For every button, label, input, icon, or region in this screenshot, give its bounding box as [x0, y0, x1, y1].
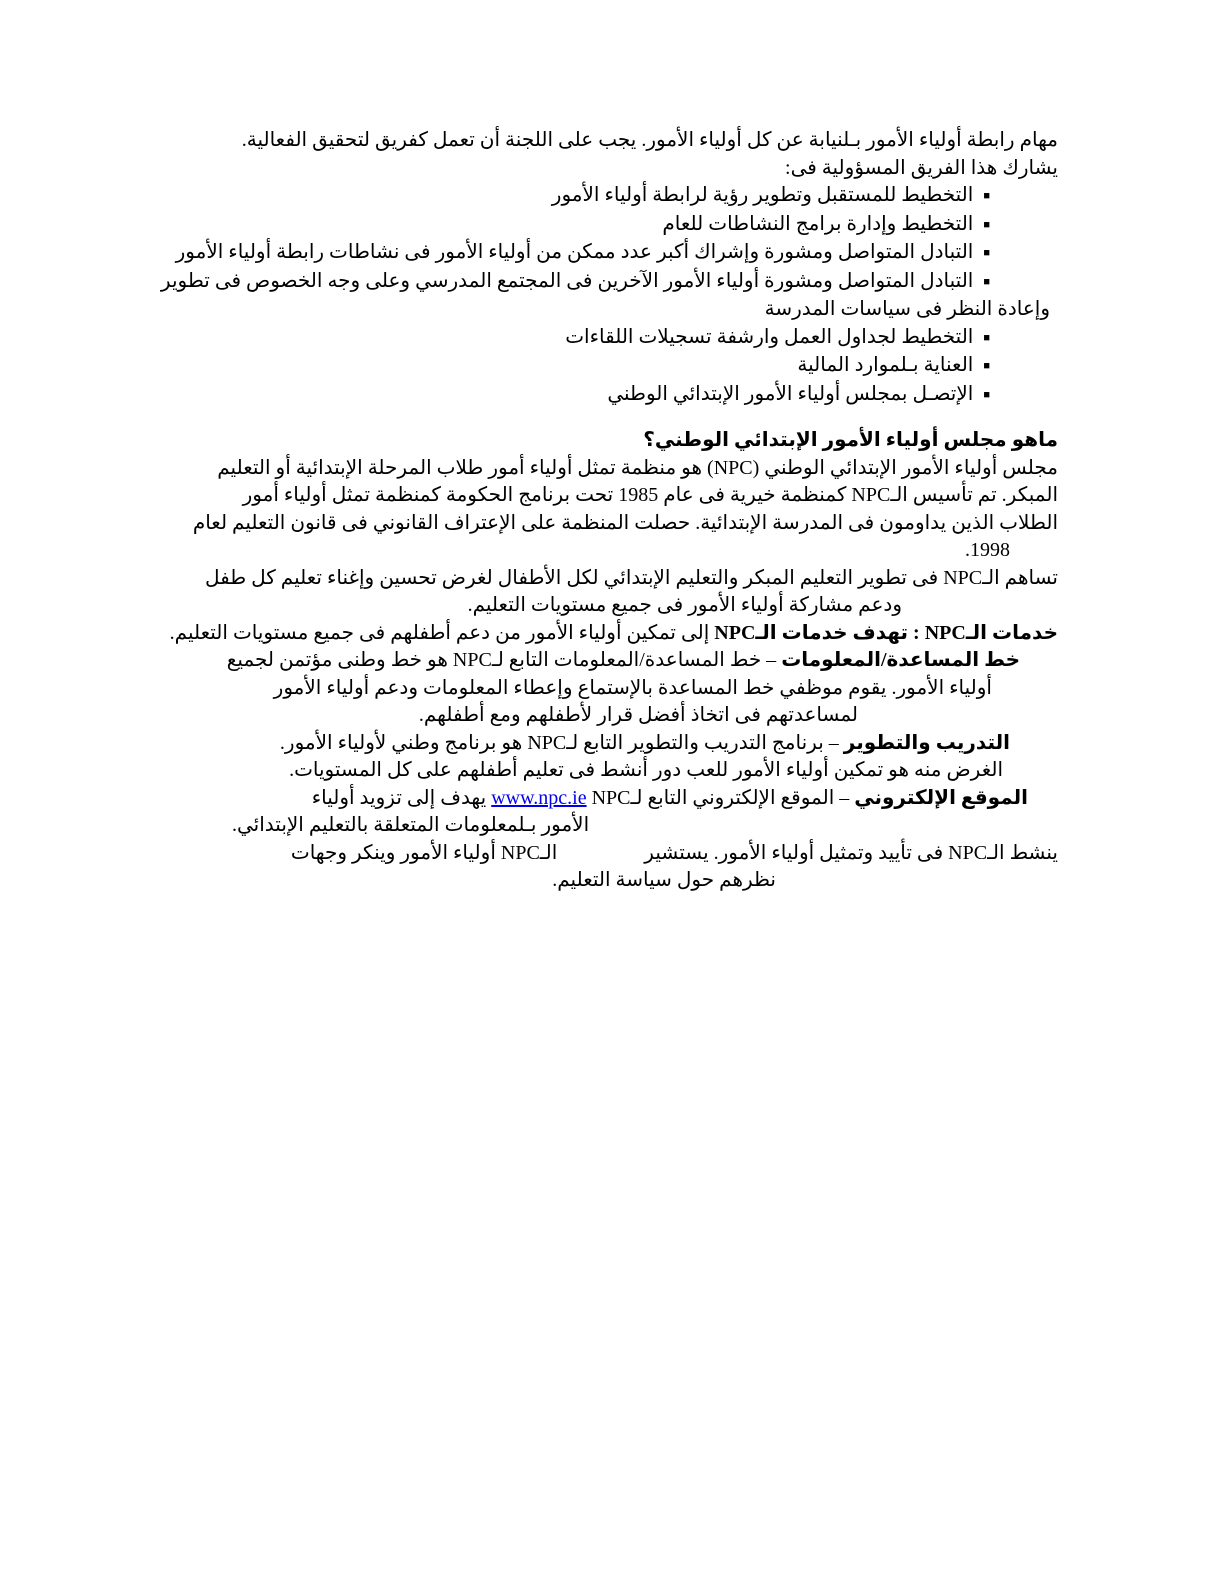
text-segment: تساهم الـNPC فى تطوير التعليم المبكر والتعليم الإبتدائي لكل الأطفال لغرض تحسين وإغناء تعليم كل طفل [204, 566, 1058, 589]
text-segment: التبادل المتواصل ومشورة أولياء الأمور الآخرين فى المجتمع المدرسي وعلى وجه الخصوص فى تطوير [160, 269, 974, 292]
responsibilities-list-line-7 [232, 352, 990, 381]
text-segment: الـNPC أولياء الأمور وينكر وجهات [290, 841, 558, 864]
website-service-paragraph-line-2 [232, 812, 1058, 840]
text-segment: – برنامج التدريب والتطوير التابع لـNPC هو برنامج وطني لأولياء الأمور. [279, 731, 844, 754]
advocacy-paragraph-line-2 [232, 867, 776, 895]
training-service-paragraph-line-2 [232, 757, 1003, 785]
npc-definition-paragraph-line-4 [232, 537, 1010, 565]
npc-services-intro-line-1 [169, 620, 1058, 648]
training-service-paragraph-line-1 [232, 730, 1010, 758]
npc-definition-paragraph-line-2 [232, 482, 1058, 510]
text-segment: لمساعدتهم فى اتخاذ أفضل قرار لأطفلهم ومع أطفلهم. [418, 704, 858, 726]
bullet-square-icon: ■ [983, 275, 990, 288]
bold-text-segment: ماهو مجلس أولياء الأمور الإبتدائي الوطني؟ [643, 429, 1058, 451]
text-segment: الإتصـل بمجلس أولياء الأمور الإبتدائي الوطني [607, 382, 974, 405]
responsibilities-list-line-4 [160, 268, 990, 297]
bold-text-segment: الموقع الإلكتروني [854, 786, 1028, 809]
text-segment: ودعم مشاركة أولياء الأمور فى جميع مستويات التعليم. [467, 594, 902, 616]
bullet-square-icon: ■ [983, 190, 990, 202]
npc-definition-paragraph-line-3 [192, 510, 1058, 538]
text-segment: يهدف إلى تزويد أولياء [311, 786, 492, 809]
text-segment: إلى تمكين أولياء الأمور من دعم أطفلهم فى جميع مستويات التعليم. [169, 621, 715, 644]
helpline-service-paragraph-line-1 [226, 647, 1020, 675]
npc-definition-paragraph-line-1 [217, 455, 1058, 483]
advocacy-paragraph-line-1 [232, 840, 1058, 868]
bold-text-segment: خط المساعدة/المعلومات [781, 649, 1020, 671]
bold-text-segment: التدريب والتطوير [843, 731, 1010, 754]
responsibilities-list-line-6 [232, 324, 990, 353]
text-segment: يشارك هذا الفريق المسؤولية فى: [785, 156, 1058, 179]
text-segment: نظرهم حول سياسة التعليم. [552, 869, 776, 891]
text-segment: 1998. [965, 539, 1010, 561]
text-segment: وإعادة النظر فى سياسات المدرسة [764, 298, 1050, 320]
text-segment: الغرض منه هو تمكين أولياء الأمور للعب دور أنشط فى تعليم أطفلهم على كل المستويات. [289, 759, 1003, 781]
bold-text-segment: خدمات الـNPC : تهدف خدمات الـNPC [714, 621, 1058, 644]
npc-definition-heading-line-1 [232, 427, 1058, 455]
responsibilities-list-line-8 [232, 381, 990, 410]
text-segment: العناية بـلموارد المالية [797, 354, 974, 376]
text-segment: ينشط الـNPC فى تأييد وتمثيل أولياء الأمور. يستشير [644, 841, 1058, 864]
npc-contribution-paragraph-line-2 [232, 592, 902, 620]
document-body [160, 127, 1058, 895]
responsibilities-list-line-2 [232, 211, 990, 240]
parents-association-tasks-paragraph-line-2 [232, 155, 1058, 183]
text-segment: التخطيط لجداول العمل وارشفة تسجيلات اللقاءات [565, 325, 974, 348]
text-segment: – الموقع الإلكتروني التابع لـNPC [586, 786, 855, 809]
parents-association-tasks-paragraph-line-1 [232, 127, 1058, 155]
npc-website-link[interactable]: www.npc.ie [491, 786, 587, 809]
bullet-square-icon: ■ [983, 247, 990, 259]
helpline-service-paragraph-line-2 [232, 675, 992, 703]
text-segment: الأمور بـلمعلومات المتعلقة بالتعليم الإبتدائي. [232, 814, 590, 836]
text-segment: مهام رابطة أولياء الأمور بـلنيابة عن كل أولياء الأمور. يجب على اللجنة أن تعمل كفريق لتحقيق الفعالية. [241, 129, 1058, 151]
bullet-square-icon: ■ [983, 218, 990, 231]
inline-spacer [557, 858, 644, 859]
responsibilities-list-line-5 [232, 296, 1050, 324]
responsibilities-list-line-1 [232, 182, 990, 211]
bullet-square-icon: ■ [983, 331, 990, 344]
text-segment: مجلس أولياء الأمور الإبتدائي الوطني (NPC) هو منظمة تمثل أولياء أمور طلاب المرحلة الإبتدائية أو التعليم [217, 456, 1058, 479]
npc-contribution-paragraph-line-1 [204, 565, 1058, 593]
helpline-service-paragraph-line-3 [232, 702, 858, 730]
text-segment: – خط المساعدة/المعلومات التابع لـNPC هو خط وطنى مؤتمن لجميع [226, 649, 782, 671]
text-segment: التبادل المتواصل ومشورة وإشراك أكبر عدد ممكن من أولياء الأمور فى نشاطات رابطة أولياء الأمور [175, 241, 974, 263]
text-segment: الطلاب الذين يداومون فى المدرسة الإبتدائية. حصلت المنظمة على الإعتراف القانوني فى قانون التعليم لعام [192, 511, 1058, 534]
responsibilities-list-line-3 [175, 239, 990, 268]
text-segment: أولياء الأمور. يقوم موظفي خط المساعدة بالإستماع وإعطاء المعلومات ودعم أولياء الأمور [273, 676, 992, 699]
text-segment: التخطيط للمستقبل وتطوير رؤية لرابطة أولياء الأمور [551, 184, 974, 206]
bullet-square-icon: ■ [983, 388, 990, 401]
website-service-paragraph-line-1 [232, 785, 1028, 813]
text-segment: التخطيط وإدارة برامج النشاطات للعام [662, 212, 974, 235]
text-segment: المبكر. تم تأسيس الـNPC كمنظمة خيرية فى عام 1985 تحت برنامج الحكومة كمنظمة تمثل أولياء أمور [242, 484, 1058, 506]
bullet-square-icon: ■ [983, 360, 990, 372]
